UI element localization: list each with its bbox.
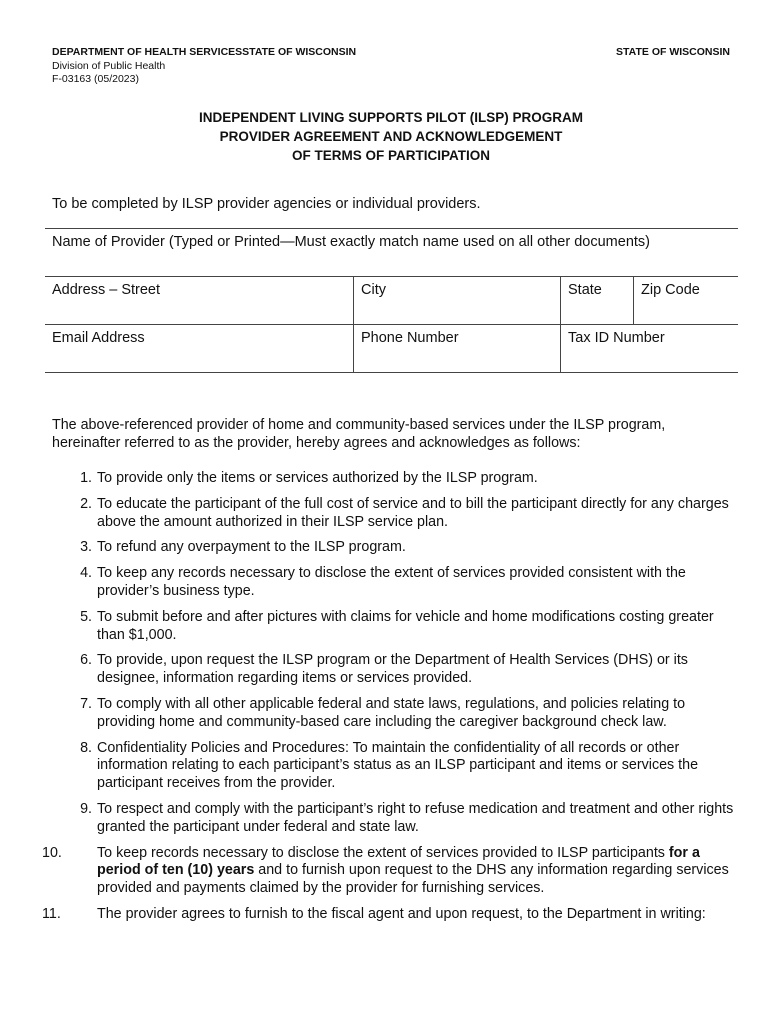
title-line-3: OF TERMS OF PARTICIPATION xyxy=(292,148,490,163)
address-street-field[interactable]: Address – Street xyxy=(52,282,160,298)
item-text: To comply with all other applicable federal and state laws, regulations, and policies relating to providing home and community-based care including the caregiver background check law. xyxy=(97,695,686,730)
provider-name-field[interactable]: Name of Provider (Typed or Printed—Must exactly match name used on all other documents) xyxy=(52,234,650,250)
item-text: To keep any records necessary to disclose the extent of services provided consistent with the provider’s business type. xyxy=(97,565,686,599)
item-text: To respect and comply with the participant’s right to refuse medication and treatment and other rights granted the participant under federal and state law. xyxy=(97,800,734,835)
item-text-emphasis: for a period of ten (10) years xyxy=(97,844,700,879)
form-number: F-03163 (05/2023) xyxy=(52,73,139,85)
item-number: 11. xyxy=(42,905,61,922)
intro-text: To be completed by ILSP provider agencies or individual providers. xyxy=(52,196,481,212)
item-number: 4. xyxy=(80,565,92,582)
agreement-terms-list xyxy=(42,470,742,924)
item-text: Confidentiality Policies and Procedures: To maintain the confidentiality of all records or other information relating to each participant’s status as an ILSP participant and items or services the participant receives from the provider. xyxy=(97,739,699,792)
list-item xyxy=(52,652,742,688)
email-field[interactable]: Email Address xyxy=(52,330,145,346)
department-name: DEPARTMENT OF HEALTH SERVICESSTATE OF WISCONSIN xyxy=(52,46,357,58)
list-item xyxy=(52,470,742,488)
tax-id-field[interactable]: Tax ID Number xyxy=(560,325,738,372)
item-number: 10. xyxy=(42,844,62,861)
item-text: To educate the participant of the full cost of service and to bill the participant directly for any charges above the amount authorized in their ILSP service plan. xyxy=(97,495,729,530)
item-number: 2. xyxy=(80,495,92,512)
list-item xyxy=(52,496,742,532)
zip-code-field[interactable]: Zip Code xyxy=(633,277,738,324)
division-name: Division of Public Health xyxy=(52,59,166,72)
list-item xyxy=(42,905,742,924)
title-line-1: INDEPENDENT LIVING SUPPORTS PILOT (ILSP) PROGRAM xyxy=(198,110,584,125)
state-label: STATE OF WISCONSIN xyxy=(616,46,730,58)
item-number: 9. xyxy=(80,800,92,817)
contact-row xyxy=(45,325,738,373)
item-text: To submit before and after pictures with claims for vehicle and home modifications costing greater than $1,000. xyxy=(97,608,714,643)
address-row xyxy=(45,277,738,325)
list-item xyxy=(52,539,742,557)
item-number: 3. xyxy=(80,539,92,556)
provider-info-form xyxy=(45,228,738,373)
provider-name-row xyxy=(45,229,738,277)
list-item xyxy=(42,844,742,898)
state-field[interactable]: State xyxy=(560,277,633,324)
item-number: 7. xyxy=(80,695,92,712)
list-item xyxy=(52,801,742,837)
list-item xyxy=(52,565,742,601)
item-text: The provider agrees to furnish to the fiscal agent and upon request, to the Department in writing: xyxy=(97,905,706,922)
list-item xyxy=(52,740,742,793)
item-text: To provide only the items or services authorized by the ILSP program. xyxy=(97,470,538,486)
item-number: 8. xyxy=(80,739,92,756)
item-text: and to furnish upon request to the DHS any information regarding services provided and payments claimed by the provider for furnishing services. xyxy=(97,862,729,897)
city-field[interactable]: City xyxy=(353,277,560,324)
item-text: To provide, upon request the ILSP program or the Department of Health Services (DHS) or its designee, information regarding items or services provided. xyxy=(97,652,688,687)
agreement-lead-text: The above-referenced provider of home and community-based services under the ILSP program, hereinafter referred to as the provider, hereby agrees and acknowledges as follows: xyxy=(52,417,666,451)
phone-field[interactable]: Phone Number xyxy=(353,325,560,372)
list-item xyxy=(52,696,742,732)
item-text: To keep records necessary to disclose the extent of services provided to ILSP participants xyxy=(97,844,669,861)
list-item xyxy=(52,609,742,645)
item-number: 6. xyxy=(80,652,92,669)
page-title xyxy=(0,108,770,165)
title-line-2: PROVIDER AGREEMENT AND ACKNOWLEDGEMENT xyxy=(219,129,563,144)
item-text: To refund any overpayment to the ILSP program. xyxy=(97,539,406,556)
item-number: 5. xyxy=(80,608,92,625)
header-left xyxy=(52,46,356,87)
item-number: 1. xyxy=(80,470,92,486)
